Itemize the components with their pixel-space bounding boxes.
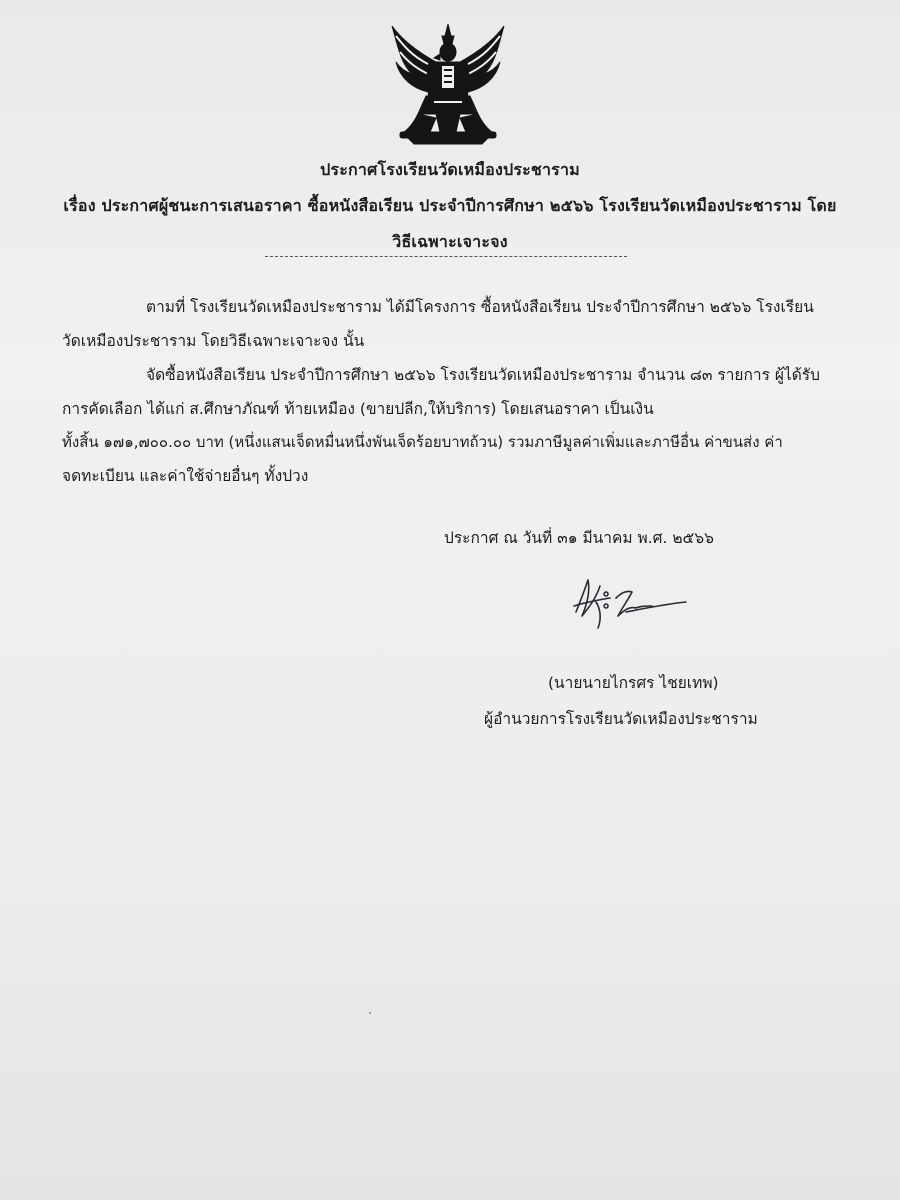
subject-line: เรื่อง ประกาศผู้ชนะการเสนอราคา ซื้อหนังสือเรียน ประจำปีการศึกษา ๒๕๖๖ โรงเรียนวัดเหมืองประชาราม โดย [63,196,837,215]
handwritten-signature [566,572,690,634]
body-paragraph-line: การคัดเลือก ได้แก่ ส.ศึกษาภัณฑ์ ท้ายเหมือง (ขายปลีก,ให้บริการ) โดยเสนอราคา เป็นเงิน [62,400,654,418]
body-paragraph-line: วัดเหมืองประชาราม โดยวิธีเฉพาะเจาะจง นั้น [62,332,365,350]
body-paragraph-line: จดทะเบียน และค่าใช้จ่ายอื่นๆ ทั้งปวง [62,467,309,485]
body-paragraph-line: จัดซื้อหนังสือเรียน ประจำปีการศึกษา ๒๕๖๖ โรงเรียนวัดเหมืองประชาราม จำนวน ๘๓ รายการ ผู้ได้รับ [146,366,820,384]
section-divider [265,256,627,257]
garuda-emblem-icon [388,22,508,146]
signer-name: (นายนายไกรศร ไชยเทพ) [548,674,719,692]
subject-line-continued: วิธีเฉพาะเจาะจง [392,232,508,251]
paper-speck [369,1012,371,1014]
signer-position: ผู้อำนวยการโรงเรียนวัดเหมืองประชาราม [484,710,758,728]
body-paragraph-line: ตามที่ โรงเรียนวัดเหมืองประชาราม ได้มีโครงการ ซื้อหนังสือเรียน ประจำปีการศึกษา ๒๕๖๖ โรงเรียน [146,298,814,316]
body-paragraph-line: ทั้งสิ้น ๑๗๑,๗๐๐.๐๐ บาท (หนึ่งแสนเจ็ดหมื่นหนึ่งพันเจ็ดร้อยบาทถ้วน) รวมภาษีมูลค่าเพิ่มและภาษีอื่น ค่าขนส่ง ค่า [62,433,783,451]
announcement-date: ประกาศ ณ วันที่ ๓๑ มีนาคม พ.ศ. ๒๕๖๖ [444,529,714,547]
document-title: ประกาศโรงเรียนวัดเหมืองประชาราม [320,160,580,179]
